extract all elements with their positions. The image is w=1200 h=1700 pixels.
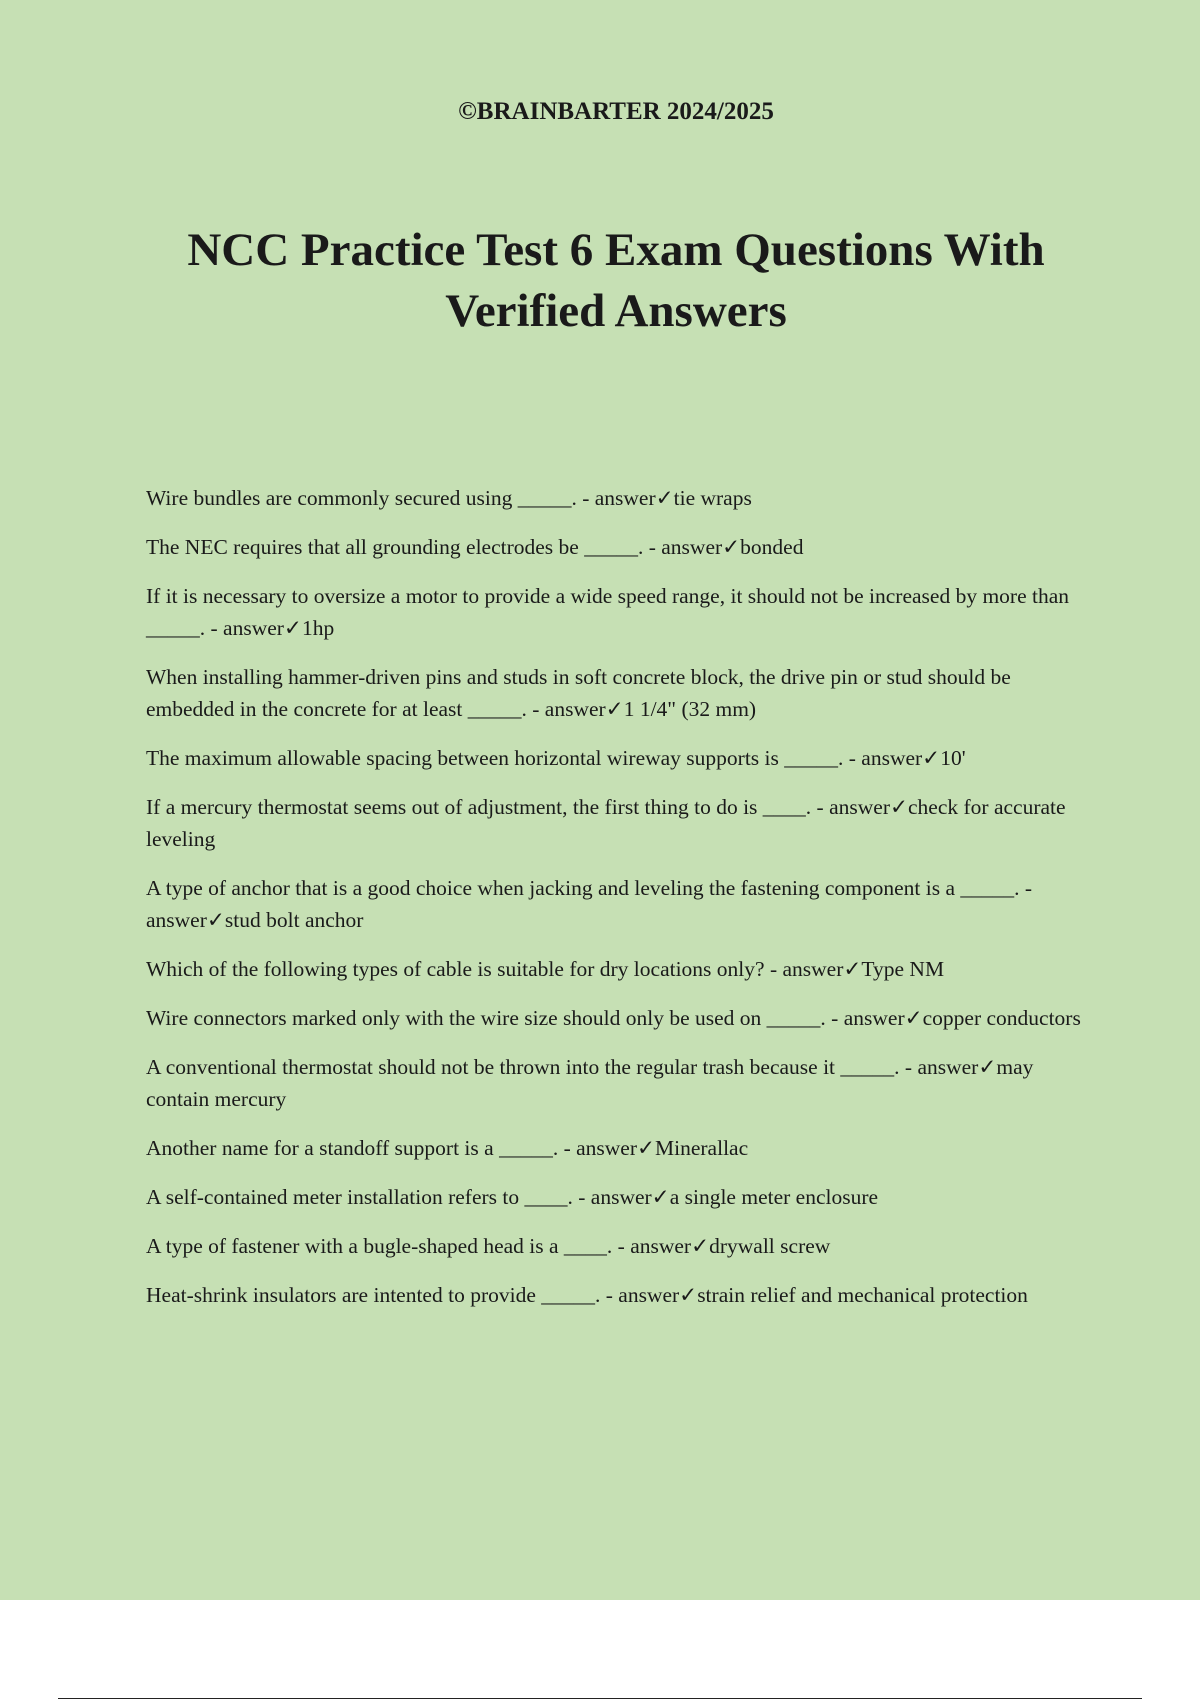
footer-divider <box>58 1698 1142 1699</box>
qa-item: A conventional thermostat should not be thrown into the regular trash because it _____. - answer✓may contain mercury <box>146 1055 1034 1111</box>
qa-item: A self-contained meter installation refers to ____. - answer✓a single meter enclosure <box>146 1185 879 1209</box>
qa-item: Wire bundles are commonly secured using _____. - answer✓tie wraps <box>146 486 752 510</box>
qa-item: A type of fastener with a bugle-shaped head is a ____. - answer✓drywall screw <box>146 1234 831 1258</box>
qa-item: Another name for a standoff support is a _____. - answer✓Minerallac <box>146 1136 749 1160</box>
qa-item: Heat-shrink insulators are intented to provide _____. - answer✓strain relief and mechanical protection <box>146 1283 1028 1307</box>
qa-item: Which of the following types of cable is suitable for dry locations only? - answer✓Type NM <box>146 957 945 981</box>
qa-item: The NEC requires that all grounding electrodes be _____. - answer✓bonded <box>146 535 804 559</box>
qa-item: The maximum allowable spacing between horizontal wireway supports is _____. - answer✓10' <box>146 746 966 770</box>
qa-item: If a mercury thermostat seems out of adjustment, the first thing to do is ____. - answer✓check for accurate leveling <box>146 795 1066 851</box>
qa-item: If it is necessary to oversize a motor to provide a wide speed range, it should not be increased by more than _____. - answer✓1hp <box>146 584 1070 640</box>
copyright-header: ©BRAINBARTER 2024/2025 <box>458 98 774 125</box>
question-answer-list <box>146 482 1090 1328</box>
qa-item: When installing hammer-driven pins and studs in soft concrete block, the drive pin or stud should be embedded in the concrete for at least _____. - answer✓1 1/4" (32 mm) <box>146 665 1011 721</box>
document-title: NCC Practice Test 6 Exam Questions With Verified Answers <box>187 224 1045 337</box>
qa-item: A type of anchor that is a good choice when jacking and leveling the fastening component is a _____. - answer✓stud bolt anchor <box>146 876 1033 932</box>
qa-item: Wire connectors marked only with the wire size should only be used on _____. - answer✓copper conductors <box>146 1006 1081 1030</box>
